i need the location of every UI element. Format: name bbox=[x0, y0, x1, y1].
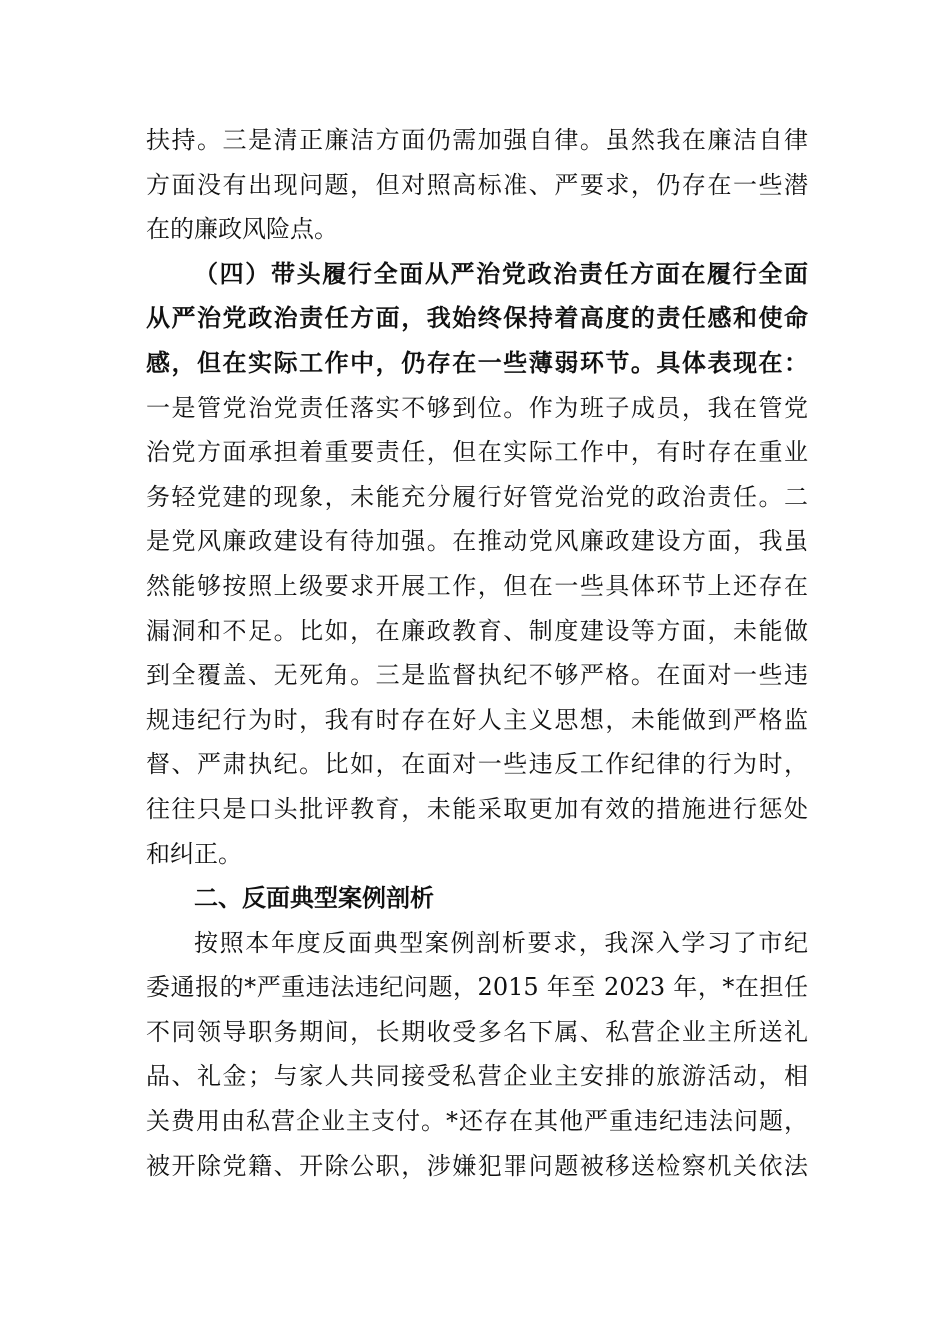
text-line: 然能够按照上级要求开展工作，但在一些具体环节上还存在 bbox=[146, 571, 808, 600]
text-line: 二、反面典型案例剖析 bbox=[194, 883, 434, 913]
text-line: 务轻党建的现象，未能充分履行好管党治党的政治责任。二 bbox=[146, 482, 808, 511]
text-line: 治党方面承担着重要责任，但在实际工作中，有时存在重业 bbox=[146, 438, 808, 467]
text-line: 不同领导职务期间，长期收受多名下属、私营企业主所送礼 bbox=[146, 1017, 808, 1046]
text-line: 感，但在实际工作中，仍存在一些薄弱环节。具体表现在： bbox=[146, 347, 808, 377]
text-line: 品、礼金；与家人共同接受私营企业主安排的旅游活动，相 bbox=[146, 1062, 808, 1091]
text-line: 漏洞和不足。比如，在廉政教育、制度建设等方面，未能做 bbox=[146, 616, 808, 645]
text-line: 方面没有出现问题，但对照高标准、严要求，仍存在一些潜 bbox=[146, 170, 808, 199]
text-line: 被开除党籍、开除公职，涉嫌犯罪问题被移送检察机关依法 bbox=[146, 1151, 808, 1180]
text-line: 一是管党治党责任落实不够到位。作为班子成员，我在管党 bbox=[146, 393, 808, 422]
text-line: 从严治党政治责任方面，我始终保持着高度的责任感和使命 bbox=[146, 303, 808, 333]
text-line: 扶持。三是清正廉洁方面仍需加强自律。虽然我在廉洁自律 bbox=[146, 126, 808, 154]
document-body bbox=[146, 118, 808, 1188]
text-line: 往往只是口头批评教育，未能采取更加有效的措施进行惩处 bbox=[146, 794, 808, 823]
text-line: 和纠正。 bbox=[146, 839, 242, 868]
text-line: 委通报的*严重违法违纪问题，2015 年至 2023 年，*在担任 bbox=[146, 973, 808, 1002]
text-line: 督、严肃执纪。比如，在面对一些违反工作纪律的行为时， bbox=[146, 750, 808, 779]
text-line: 规违纪行为时，我有时存在好人主义思想，未能做到严格监 bbox=[146, 705, 808, 734]
text-line: 关费用由私营企业主支付。*还存在其他严重违纪违法问题， bbox=[146, 1107, 808, 1136]
text-line: 按照本年度反面典型案例剖析要求，我深入学习了市纪 bbox=[194, 928, 808, 957]
text-line: （四）带头履行全面从严治党政治责任方面在履行全面 bbox=[194, 258, 808, 288]
text-line: 到全覆盖、无死角。三是监督执纪不够严格。在面对一些违 bbox=[146, 661, 808, 690]
text-line: 在的廉政风险点。 bbox=[146, 215, 338, 244]
text-line: 是党风廉政建设有待加强。在推动党风廉政建设方面，我虽 bbox=[146, 527, 808, 556]
